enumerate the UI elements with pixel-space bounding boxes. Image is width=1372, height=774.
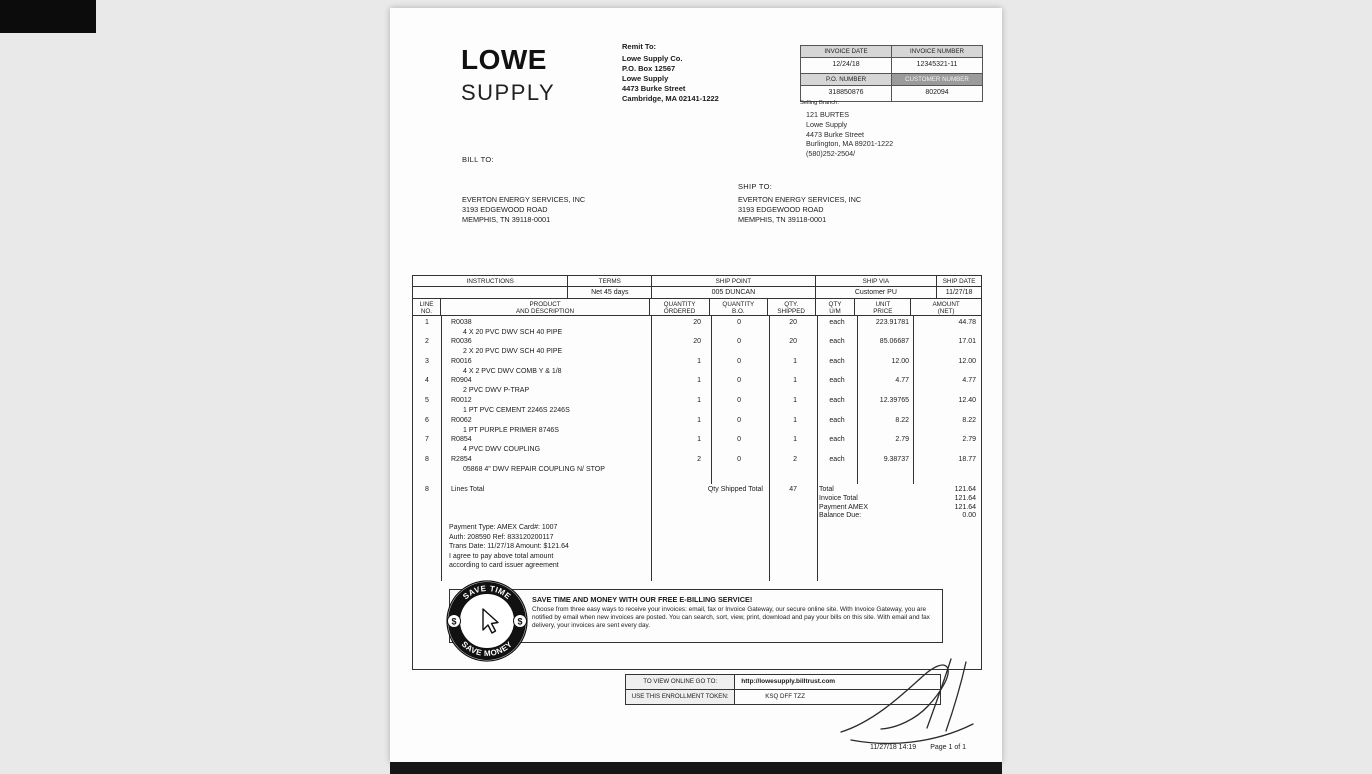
item-qty-backordered: 0 (737, 436, 741, 443)
item-unit-price: 8.22 (895, 417, 909, 424)
payment-line: according to card issuer agreement (449, 562, 559, 570)
badge-top-text: SAVE TIME (461, 583, 513, 602)
item-uom: each (829, 417, 845, 424)
item-description: 4 X 2 PVC DWV COMB Y & 1/8 (463, 367, 562, 375)
payment-line: Trans Date: 11/27/18 Amount: $121.64 (449, 543, 569, 551)
invoice-meta-table (800, 45, 983, 102)
item-amount: 44.78 (958, 319, 976, 326)
item-qty-shipped: 20 (789, 319, 797, 326)
col-header-qty-ordered: QUANTITY ORDERED (650, 299, 710, 316)
remit-line: Cambridge, MA 02141-1222 (622, 94, 719, 103)
remit-to-block (622, 42, 719, 104)
bill-to-line: 3193 EDGEWOOD ROAD (462, 204, 548, 214)
logo-word-supply: SUPPLY (461, 80, 556, 105)
totals-summary (819, 486, 976, 521)
ship-to-label: SHIP TO: (738, 182, 773, 191)
payment-details (449, 523, 569, 571)
instructions-header: INSTRUCTIONS (413, 276, 568, 287)
item-line-no: 7 (425, 436, 429, 443)
item-description: 4 PVC DWV COUPLING (463, 445, 541, 453)
col-header-unit-price: UNIT PRICE (855, 299, 911, 316)
col-header-qty-bo: QUANTITY B.O. (710, 299, 768, 316)
table-row (413, 377, 981, 396)
ship-via-value: Customer PU (816, 287, 938, 299)
ebilling-body: Choose from three easy ways to receive your invoices: email, fax or Invoice Gateway, our secure online site. With Invoice Gateway, you are notified by email when new invoices are posted. You can search, sort, view, print, download and pay your bills on this site. With email and fax delivery, your invoices are sent every day. (532, 606, 930, 629)
item-uom: each (829, 397, 845, 404)
item-unit-price: 9.38737 (883, 456, 909, 463)
page-number: Page 1 of 1 (930, 744, 967, 751)
enrollment-token-label: USE THIS ENROLLMENT TOKEN: (626, 690, 735, 704)
print-timestamp: 11/27/18 14:19 (870, 744, 917, 751)
table-row (413, 397, 981, 416)
remit-line: 4473 Burke Street (622, 84, 686, 93)
bill-to-label: BILL TO: (462, 155, 494, 164)
item-amount: 18.77 (958, 456, 976, 463)
item-amount: 2.79 (962, 436, 976, 443)
item-code: R0036 (451, 338, 472, 345)
item-description: 4 X 20 PVC DWV SCH 40 PIPE (463, 328, 563, 336)
ebilling-notice-box (449, 583, 943, 659)
item-qty-shipped: 1 (793, 377, 797, 384)
item-amount: 12.00 (958, 358, 976, 365)
item-code: R2854 (451, 456, 472, 463)
item-qty-ordered: 1 (697, 377, 701, 384)
item-uom: each (829, 358, 845, 365)
invoice-date-header: INVOICE DATE (801, 46, 892, 58)
terms-header-row (413, 276, 981, 287)
item-qty-shipped: 20 (789, 338, 797, 345)
table-row (413, 358, 981, 377)
item-qty-backordered: 0 (737, 319, 741, 326)
item-code: R0012 (451, 397, 472, 404)
item-code: R0038 (451, 319, 472, 326)
branch-line: Burlington, MA 89201-1222 (806, 139, 894, 149)
badge-dollar-left-icon: $ (451, 616, 457, 627)
invoice-page (390, 8, 1002, 762)
item-qty-ordered: 1 (697, 358, 701, 365)
col-header-line-no: LINE NO. (413, 299, 441, 316)
item-unit-price: 85.06687 (879, 338, 909, 345)
table-row (413, 319, 981, 338)
item-line-no: 5 (425, 397, 429, 404)
selling-branch-address (806, 110, 893, 159)
qty-shipped-total-label: Qty Shipped Total (707, 486, 763, 493)
item-description: 1 PT PURPLE PRIMER 8746S (463, 426, 559, 434)
item-uom: each (829, 377, 845, 384)
payment-line: Payment Type: AMEX Card#: 1007 (449, 524, 558, 531)
ebilling-title: SAVE TIME AND MONEY WITH OUR FREE E-BILLING SERVICE! (532, 595, 753, 604)
table-row (413, 338, 981, 357)
page-footer (870, 744, 966, 753)
item-amount: 12.40 (958, 397, 976, 404)
view-online-label: TO VIEW ONLINE GO TO: (626, 675, 735, 689)
invoice-number-header: INVOICE NUMBER (892, 46, 983, 58)
ship-point-value: 005 DUNCAN (652, 287, 815, 299)
po-number-header: P.O. NUMBER (801, 74, 892, 86)
po-number-value: 318850876 (801, 86, 892, 102)
bill-to-address (462, 195, 585, 224)
badge-dollar-right-icon: $ (517, 616, 523, 627)
item-qty-ordered: 1 (697, 417, 701, 424)
lines-total-label: Lines Total (451, 486, 485, 493)
badge-bottom-text: SAVE MONEY (459, 639, 515, 659)
customer-number-value: 802094 (892, 86, 983, 102)
item-unit-price: 2.79 (895, 436, 909, 443)
company-logo (461, 42, 555, 107)
total-row: Total 121.64 (819, 486, 976, 493)
item-qty-shipped: 1 (793, 436, 797, 443)
payment-amex-row: Payment AMEX 121.64 (819, 503, 976, 511)
item-description: 05868 4" DWV REPAIR COUPLING N/ STOP (463, 465, 605, 473)
balance-due-row: Balance Due: 0.00 (819, 512, 976, 520)
payment-line: I agree to pay above total amount (449, 552, 554, 560)
item-unit-price: 4.77 (895, 377, 909, 384)
instructions-value (413, 287, 568, 299)
col-header-product: PRODUCT AND DESCRIPTION (441, 299, 650, 316)
item-qty-ordered: 20 (693, 338, 701, 345)
item-code: R0062 (451, 417, 472, 424)
terms-header: TERMS (568, 276, 652, 287)
item-line-no: 6 (425, 417, 429, 424)
item-amount: 8.22 (962, 417, 976, 424)
item-code: R0854 (451, 436, 472, 443)
item-line-no: 3 (425, 358, 429, 365)
ship-to-line: EVERTON ENERGY SERVICES, INC (738, 195, 862, 204)
item-description: 1 PT PVC CEMENT 2246S 2246S (463, 406, 570, 414)
items-header-row (413, 299, 981, 316)
invoice-date-value: 12/24/18 (801, 58, 892, 74)
ship-via-header: SHIP VIA (816, 276, 938, 287)
item-qty-backordered: 0 (737, 397, 741, 404)
item-line-no: 1 (425, 319, 429, 326)
col-header-qty-shipped: QTY. SHIPPED (768, 299, 816, 316)
terms-values-row (413, 287, 981, 299)
table-row (413, 456, 981, 475)
logo-word-lowe: LOWE (461, 44, 547, 75)
item-code: R0016 (451, 358, 472, 365)
save-time-money-badge (445, 579, 529, 663)
item-qty-backordered: 0 (737, 417, 741, 424)
item-uom: each (829, 319, 845, 326)
item-qty-shipped: 2 (793, 456, 797, 463)
item-uom: each (829, 436, 845, 443)
table-row (413, 417, 981, 436)
table-row (413, 436, 981, 455)
terms-value: Net 45 days (568, 287, 652, 299)
view-online-url: http://lowesupply.billtrust.com (741, 678, 836, 685)
item-qty-backordered: 0 (737, 358, 741, 365)
viewer-corner-overlay (0, 0, 96, 33)
item-unit-price: 12.39765 (879, 397, 909, 404)
branch-line: (580)252-2504/ (806, 149, 856, 159)
item-amount: 4.77 (962, 377, 976, 384)
remit-to-label: Remit To: (622, 42, 657, 51)
col-header-uom: QTY U/M (816, 299, 856, 316)
item-qty-ordered: 20 (693, 319, 701, 326)
signature-scribble (833, 656, 983, 748)
remit-line: Lowe Supply Co. (622, 54, 683, 63)
item-qty-shipped: 1 (793, 417, 797, 424)
item-line-no: 2 (425, 338, 429, 345)
branch-line: 121 BURTES (806, 110, 850, 119)
enrollment-token-value: KSQ DFF TZZ (765, 693, 805, 701)
bill-to-line: EVERTON ENERGY SERVICES, INC (462, 195, 586, 204)
selling-branch-label: Selling Branch: (800, 100, 839, 106)
invoice-body-table (412, 275, 982, 670)
item-line-no: 4 (425, 377, 429, 384)
item-uom: each (829, 338, 845, 345)
item-code: R0904 (451, 377, 472, 384)
item-qty-backordered: 0 (737, 377, 741, 384)
ship-to-line: MEMPHIS, TN 39118-0001 (738, 214, 827, 224)
customer-number-header: CUSTOMER NUMBER (892, 74, 983, 86)
item-qty-ordered: 1 (697, 397, 701, 404)
item-uom: each (829, 456, 845, 463)
branch-line: 4473 Burke Street (806, 129, 864, 139)
item-qty-ordered: 2 (697, 456, 701, 463)
ship-to-line: 3193 EDGEWOOD ROAD (738, 204, 824, 214)
item-qty-backordered: 0 (737, 456, 741, 463)
item-unit-price: 223.91781 (875, 319, 909, 326)
item-qty-backordered: 0 (737, 338, 741, 345)
item-unit-price: 12.00 (891, 358, 909, 365)
lines-total-count: 8 (425, 486, 429, 493)
remit-line: P.O. Box 12567 (622, 64, 676, 73)
ship-point-header: SHIP POINT (652, 276, 815, 287)
remit-line: Lowe Supply (622, 74, 669, 83)
payment-line: Auth: 208590 Ref: 833120200117 (449, 533, 554, 541)
invoice-number-value: 12345321-11 (892, 58, 983, 74)
item-line-no: 8 (425, 456, 429, 463)
qty-shipped-total-value: 47 (789, 486, 797, 493)
item-description: 2 PVC DWV P-TRAP (463, 386, 530, 394)
item-qty-shipped: 1 (793, 397, 797, 404)
ship-date-header: SHIP DATE (937, 276, 981, 287)
viewer-bottom-strip (390, 762, 1002, 774)
ship-date-value: 11/27/18 (937, 287, 981, 299)
bill-to-line: MEMPHIS, TN 39118-0001 (462, 214, 551, 224)
branch-line: Lowe Supply (806, 119, 848, 129)
item-qty-ordered: 1 (697, 436, 701, 443)
item-amount: 17.01 (958, 338, 976, 345)
ship-to-address (738, 195, 861, 224)
item-description: 2 X 20 PVC DWV SCH 40 PIPE (463, 347, 563, 355)
invoice-total-row: Invoice Total 121.64 (819, 494, 976, 502)
col-header-amount: AMOUNT (NET) (911, 299, 981, 316)
item-qty-shipped: 1 (793, 358, 797, 365)
